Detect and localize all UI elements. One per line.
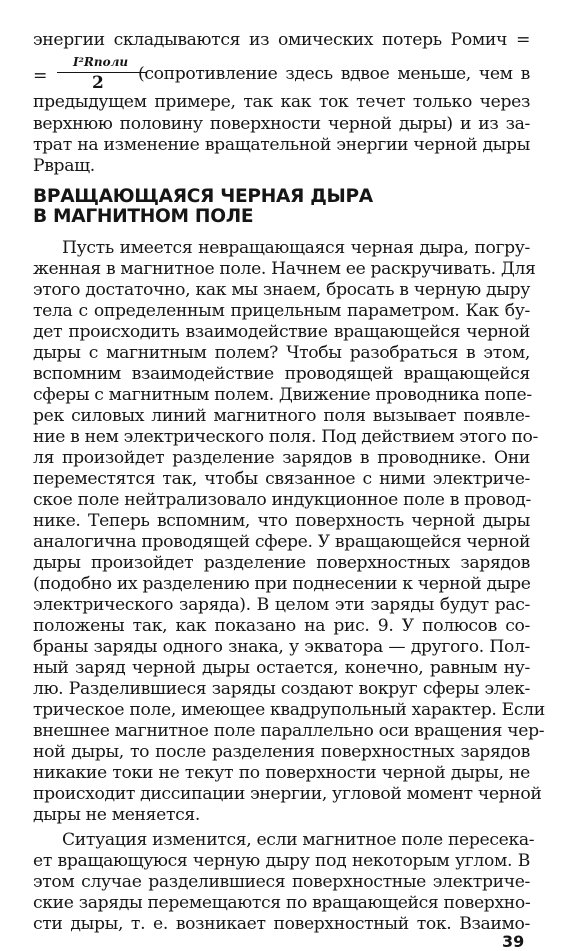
- power-fraction: [33, 55, 133, 95]
- paragraph-line: ские заряды перемещаются по вращающейся поверхно-: [33, 893, 531, 913]
- paragraph-line: трическое поле, имеющее квадрупольный характер. Если: [33, 700, 545, 720]
- paragraph-line: внешнее магнитное поле параллельно оси вращения чер-: [33, 721, 545, 741]
- paragraph-line: сферы с магнитным полем. Движение проводника попе-: [33, 385, 532, 405]
- paragraph-line: дыры не меняется.: [33, 805, 200, 825]
- paragraph-line: ля произойдет разделение зарядов в проводнике. Они: [33, 448, 530, 468]
- section-title-line-2: В МАГНИТНОМ ПОЛЕ: [33, 206, 254, 227]
- intro-line-6: Pвращ.: [33, 156, 95, 176]
- paragraph-line: тела с определенным прицельным параметром. Как бу-: [33, 301, 530, 321]
- section-title-line-1: ВРАЩАЮЩАЯСЯ ЧЕРНАЯ ДЫРА: [33, 186, 373, 207]
- paragraph-line: сти дыры, т. е. возникает поверхностный ток. Взаимо-: [33, 914, 530, 934]
- paragraph-line: нике. Теперь вспомним, что поверхность черной дыры: [33, 511, 530, 531]
- intro-line-2: (сопротивление здесь вдвое меньше, чем в: [138, 64, 530, 84]
- paragraph-line: положены так, как показано на рис. 9. У полюсов со-: [33, 616, 530, 636]
- page-number: 39: [502, 932, 525, 951]
- fraction-denominator: 2: [92, 73, 104, 93]
- equals-sign: =: [33, 66, 48, 86]
- paragraph-line: дыры с магнитным полем? Чтобы разобраться в этом,: [33, 343, 530, 363]
- paragraph-line: лю. Разделившиеся заряды создают вокруг сферы элек-: [33, 679, 530, 699]
- fraction-numerator: I²Rполи: [73, 55, 129, 69]
- intro-line-4: верхнюю половину поверхности черной дыры) и из за-: [33, 114, 530, 134]
- intro-line-5: трат на изменение вращательной энергии черной дыры: [33, 135, 530, 155]
- paragraph-line: происходит диссипации энергии, угловой момент черной: [33, 784, 542, 804]
- paragraph-line: дет происходить взаимодействие вращающейся черной: [33, 322, 530, 342]
- paragraph-line: этого достаточно, как мы знаем, бросать в черную дыру: [33, 280, 530, 300]
- paragraph-line: браны заряды одного знака, у экватора — другого. Пол-: [33, 637, 530, 657]
- paragraph-line: ет вращающуюся черную дыру под некоторым углом. В: [33, 851, 530, 871]
- paragraph-line: вспомним взаимодействие проводящей вращающейся: [33, 364, 530, 384]
- paragraph-line: электрического заряда). В целом эти заряды будут рас-: [33, 595, 530, 615]
- paragraph-line: аналогична проводящей сфере. У вращающейся черной: [33, 532, 531, 552]
- paragraph-line: дыры произойдет разделение поверхностных зарядов: [33, 553, 530, 573]
- paragraph-line: переместятся так, чтобы связанное с ними электриче-: [33, 469, 530, 489]
- paragraph-line: Ситуация изменится, если магнитное поле пересека-: [62, 830, 535, 850]
- paragraph-line: (подобно их разделению при поднесении к черной дыре: [33, 574, 531, 594]
- intro-line-3: предыдущем примере, так как ток течет только через: [33, 92, 530, 112]
- paragraph-line: Пусть имеется невращающаяся черная дыра, погру-: [62, 238, 530, 258]
- intro-line-1: энергии складываются из омических потерь Pомич =: [33, 30, 530, 50]
- paragraph-line: ское поле нейтрализовало индукционное поле в провод-: [33, 490, 531, 510]
- paragraph-line: никакие токи не текут по поверхности черной дыры, не: [33, 763, 530, 783]
- paragraph-line: ной дыры, то после разделения поверхностных зарядов: [33, 742, 530, 762]
- paragraph-line: этом случае разделившиеся поверхностные электриче-: [33, 872, 530, 892]
- paragraph-line: рек силовых линий магнитного поля вызывает появле-: [33, 406, 530, 426]
- paragraph-line: ние в нем электрического поля. Под действием этого по-: [33, 427, 539, 447]
- paragraph-line: ный заряд черной дыры остается, конечно, равным ну-: [33, 658, 530, 678]
- paragraph-line: женная в магнитное поле. Начнем ее раскручивать. Для: [33, 259, 536, 279]
